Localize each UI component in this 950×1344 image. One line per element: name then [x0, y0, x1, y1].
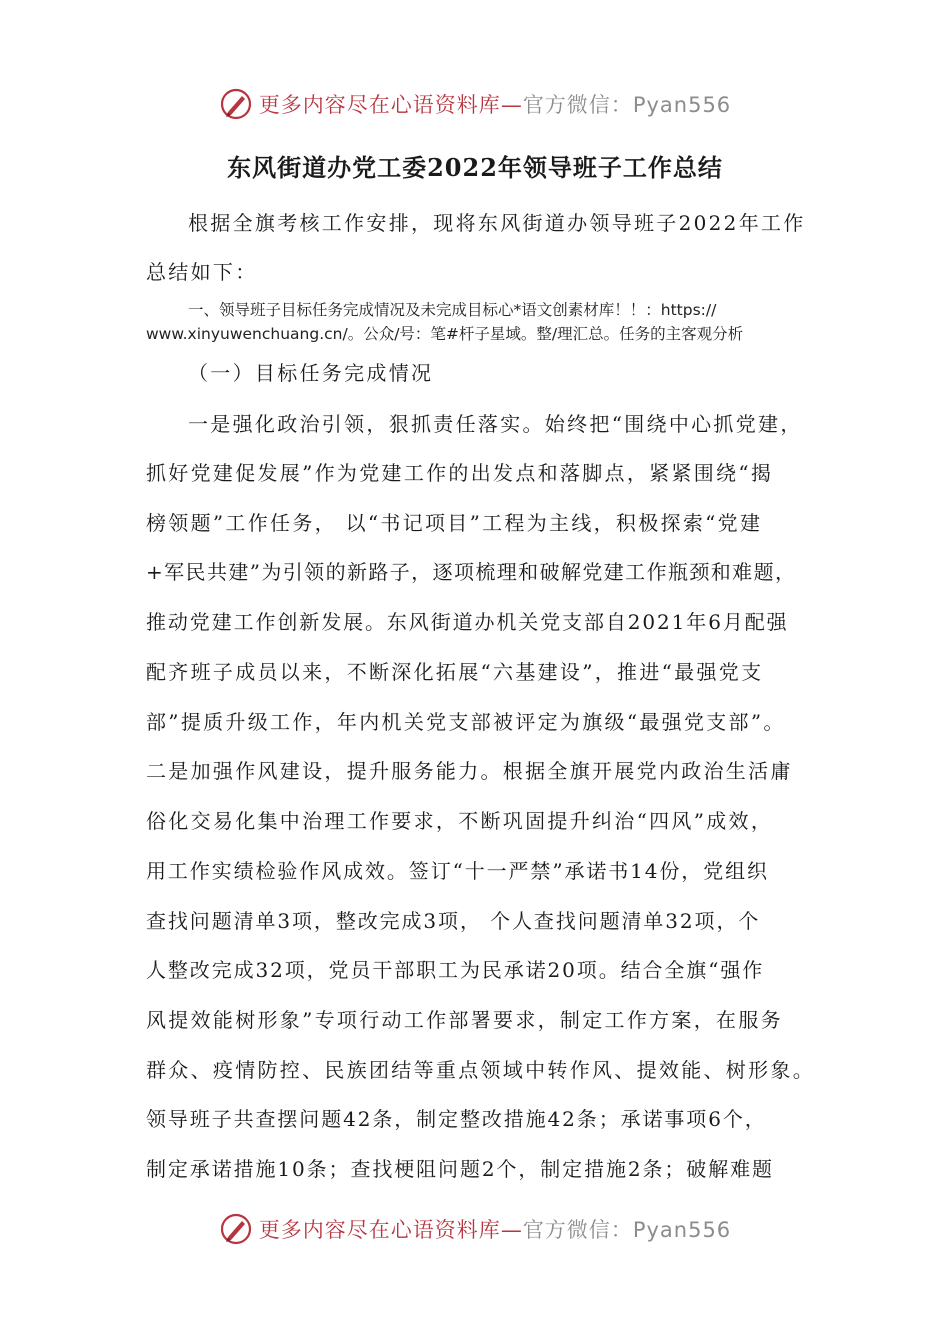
document-title: 东风街道办党工委2022年领导班子工作总结 — [227, 153, 723, 182]
watermark-separator: — — [500, 93, 523, 117]
body-line: 推动党建工作创新发展。东风街道办机关党支部自2021年6月配强 — [146, 610, 789, 634]
body-line: 榜领题”工作任务， 以“书记项目”工程为主线，积极探索“党建 — [146, 511, 763, 535]
watermark-site: 更多内容尽在心语资料库 — [258, 93, 501, 117]
watermark-text — [259, 89, 731, 119]
body-line: 一是强化政治引领，狠抓责任落实。始终把“围绕中心抓党建， — [188, 412, 803, 436]
subheading: （一）目标任务完成情况 — [188, 361, 434, 385]
pen-logo-icon — [219, 87, 253, 121]
body-line: 配齐班子成员以来，不断深化拓展“六基建设”，推进“最强党支 — [146, 660, 764, 684]
body-line: 部”提质升级工作，年内机关党支部被评定为旗级“最强党支部”。 — [146, 710, 786, 734]
section-heading-line: www.xinyuwenchuang.cn/。公众/号：笔#杆子星域。整/理汇总。任务的主客观分析 — [146, 325, 744, 343]
body-line: 领导班子共查摆问题42条，制定整改措施42条；承诺事项6个， — [146, 1107, 767, 1131]
body-line: 风提效能树形象”专项行动工作部署要求，制定工作方案，在服务 — [146, 1008, 783, 1032]
watermark-banner-top — [0, 82, 950, 126]
body-line: 二是加强作风建设，提升服务能力。根据全旗开展党内政治生活庸 — [146, 759, 793, 783]
watermark-official: 官方微信： — [522, 93, 633, 117]
body-line: 用工作实绩检验作风成效。签订“十一严禁”承诺书14份，党组织 — [146, 859, 769, 883]
pen-logo-icon — [219, 1212, 253, 1246]
intro-line: 总结如下： — [146, 260, 258, 284]
body-line: 抓好党建促发展”作为党建工作的出发点和落脚点，紧紧围绕“揭 — [146, 461, 774, 485]
intro-line: 根据全旗考核工作安排，现将东风街道办领导班子2022年工作 — [188, 211, 806, 235]
section-heading-line: 一、领导班子目标任务完成情况及未完成目标心*语文创素材库！！：https:// — [188, 301, 717, 319]
watermark-separator: — — [500, 1218, 523, 1242]
watermark-wechat-id: Pyan556 — [632, 93, 732, 117]
body-line: 查找问题清单3项，整改完成3项， 个人查找问题清单32项，个 — [146, 909, 761, 933]
body-line: 制定承诺措施10条；查找梗阻问题2个，制定措施2条；破解难题 — [146, 1157, 774, 1181]
body-line: 人整改完成32项，党员干部职工为民承诺20项。结合全旗“强作 — [146, 958, 765, 982]
body-line: +军民共建”为引领的新路子，逐项梳理和破解党建工作瓶颈和难题， — [146, 560, 797, 584]
watermark-wechat-id: Pyan556 — [632, 1218, 732, 1242]
watermark-official: 官方微信： — [522, 1218, 633, 1242]
watermark-banner-bottom — [0, 1207, 950, 1251]
watermark-text — [259, 1214, 731, 1244]
watermark-site: 更多内容尽在心语资料库 — [258, 1218, 501, 1242]
body-line: 俗化交易化集中治理工作要求，不断巩固提升纠治“四风”成效， — [146, 809, 774, 833]
body-line: 群众、疫情防控、民族团结等重点领域中转作风、提效能、树形象。 — [146, 1058, 815, 1082]
